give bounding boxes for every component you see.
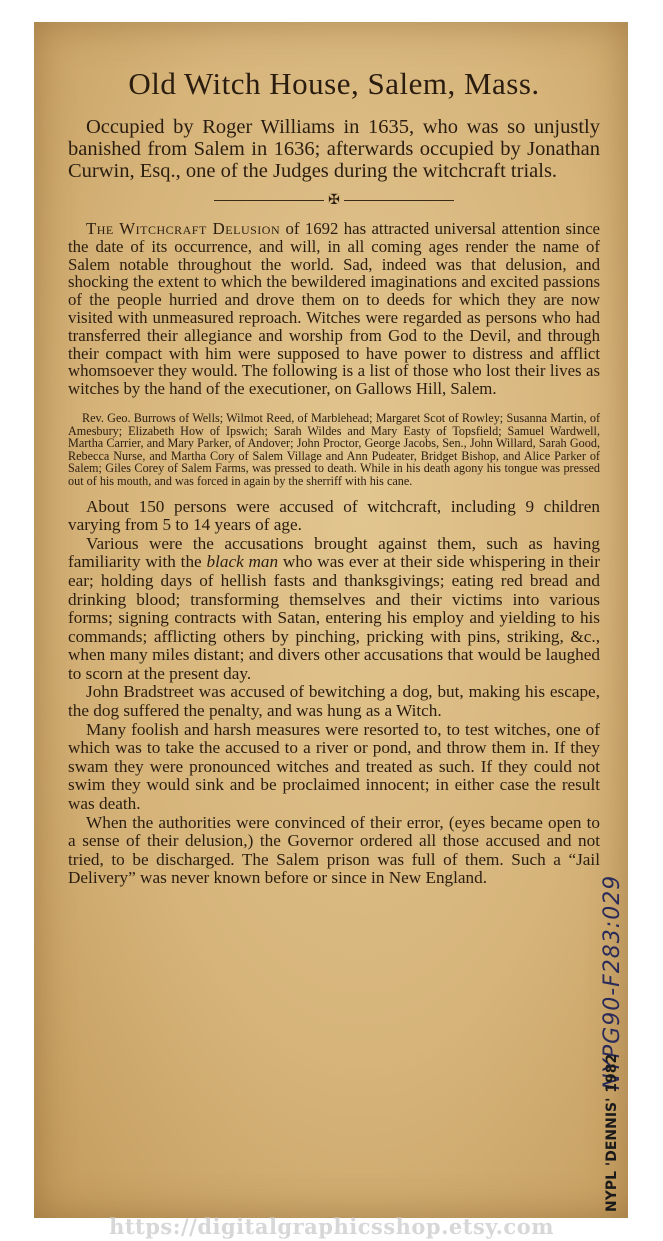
document-card	[34, 22, 628, 1218]
accusations-text-a: Various were the accusations brought against them, such as having familiarity with the	[68, 533, 600, 572]
intro-text: of 1692 has attracted universal attention since the date of its occurrence, and will, in all coming ages render the name of Salem notable throughout the world. Sad, indeed was that delusion, and shocking the extent to which the bewildered imaginations and excited passions of the people hurried and drove them on to deeds for which they are now visited with unmeasured reproach. Witches were regarded as persons who had transferred their allegiance and worship from God to the Devil, and through their compact with him were supposed to have power to distress and afflict whomsoever they would. The following is a list of those who lost their lives as witches by the hand of the executioner, on Gallows Hill, Salem.	[68, 219, 601, 399]
authorities-paragraph: When the authorities were convinced of their error, (eyes became open to a sense of their delusion,) the Governor ordered all those accused and not tried, to be discharged. The Salem prison was full of them. Such a “Jail Delivery” was never known before or since in New England.	[68, 812, 600, 888]
cross-ornament-icon: ✠	[328, 192, 340, 208]
printed-collection-id: NYPL 'DENNIS' 1982	[604, 1053, 620, 1212]
watermark-url: https://digitalgraphicsshop.etsy.com	[109, 1214, 554, 1239]
lead-paragraph: Occupied by Roger Williams in 1635, who was so unjustly banished from Salem in 1636; afterwards occupied by Jonathan Curwin, Esq., one of the Judges during the witchcraft trials.	[68, 116, 600, 182]
accusations-paragraph	[68, 535, 600, 684]
handwritten-catalog-id: NYPG90-F283:029	[600, 874, 625, 1090]
accusations-italic: black man	[206, 552, 279, 572]
divider-line-left	[214, 200, 324, 201]
divider-ornament	[68, 192, 600, 208]
bradstreet-paragraph: John Bradstreet was accused of bewitching a dog, but, making his escape, the dog suffered the penalty, and was hung as a Witch.	[68, 682, 600, 721]
accused-paragraph: About 150 persons were accused of witchcraft, including 9 children varying from 5 to 14 years of age.	[68, 496, 600, 535]
intro-caps: The Witchcraft Delusion	[86, 219, 281, 238]
victims-list: Rev. Geo. Burrows of Wells; Wilmot Reed, of Marblehead; Margaret Scot of Rowley; Susanna Martin, of Amesbury; Elizabeth How of Ipswich; Sarah Wildes and Mary Easty of Topsfield; Samuel Wardwell, Martha Carrier, and Mary Parker, of Andover; John Proctor, George Jacobs, Sen., John Willard, Sarah Good, Rebecca Nurse, and Martha Cory of Salem Village and Ann Pudeater, Bridget Bishop, and Alice Parker of Salem; Giles Corey of Salem Farms, was pressed to death. While in his death agony his tongue was pressed out of his mouth, and was forced in again by the sherriff with his cane.	[68, 410, 600, 488]
accusations-text-b: who was ever at their side whispering in their ear; holding days of hellish fasts and thanksgivings; eating red bread and drinking blood; transforming themselves and their victims into various forms; signing contracts with Satan, entering his employ and yielding to his commands; afflicting others by pinching, pricking with pins, striking, &c., when many miles distant; and divers other accusations that would be laughed to scorn at the present day.	[68, 552, 600, 683]
measures-paragraph: Many foolish and harsh measures were resorted to, to test witches, one of which was to take the accused to a river or pond, and throw them in. If they swam they were pronounced witches and treated as such. If they could not swim they would sink and be proclaimed innocent; in either case the result was death.	[68, 719, 600, 814]
intro-paragraph	[68, 220, 600, 398]
document-title: Old Witch House, Salem, Mass.	[128, 66, 540, 101]
divider-line-right	[344, 200, 454, 201]
